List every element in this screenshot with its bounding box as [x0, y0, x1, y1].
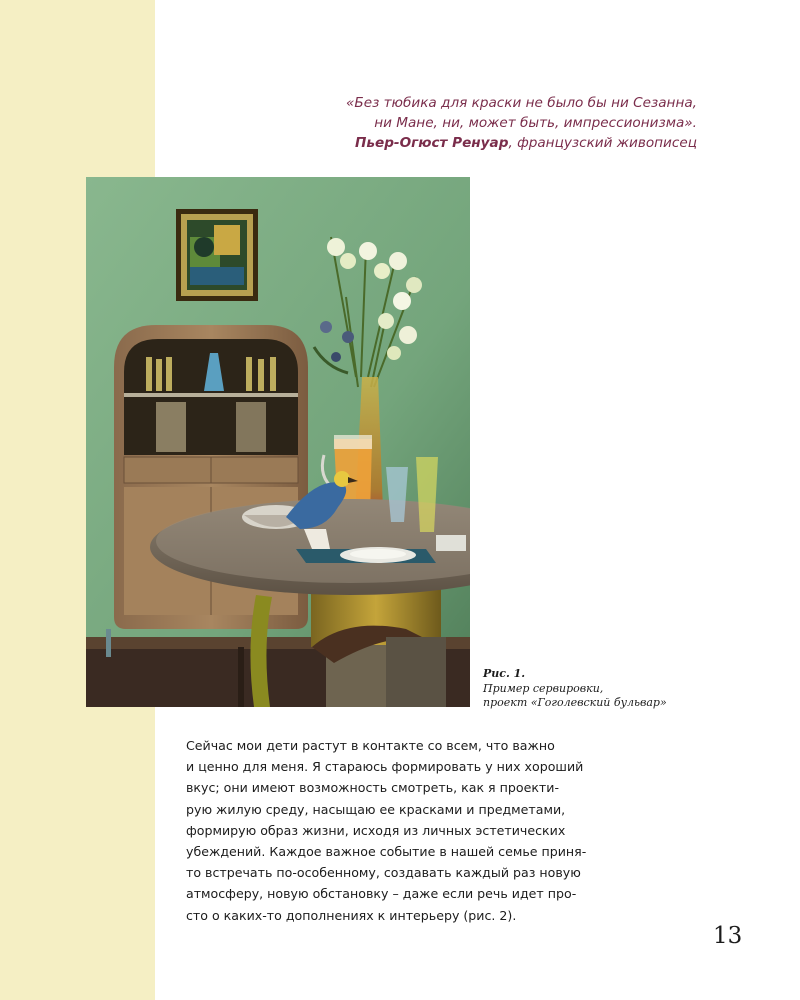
figure-caption-line-2: проект «Гоголевский бульвар»	[483, 696, 667, 709]
body-line: Сейчас мои дети растут в контакте со всем, что важно	[186, 738, 555, 753]
body-line: рую жилую среду, насыщаю ее красками и предметами,	[186, 801, 566, 817]
figure-caption-line-1: Пример сервировки,	[483, 681, 604, 695]
body-line: вкус; они имеют возможность смотреть, как я проекти-	[186, 780, 559, 796]
page-number: 13	[713, 923, 743, 949]
body-paragraph	[186, 735, 606, 926]
body-line: атмосферу, новую обстановку – даже если речь идет про-	[186, 886, 577, 902]
epigraph-author-role: , французский живописец	[508, 135, 697, 151]
framed-painting	[176, 209, 258, 301]
figure-label: Рис. 1.	[483, 667, 526, 680]
epigraph-attribution	[200, 133, 697, 153]
interior-photo	[86, 177, 470, 707]
epigraph-author: Пьер-Огюст Ренуар	[355, 135, 509, 151]
body-line: и ценно для меня. Я стараюсь формировать у них хороший	[186, 759, 584, 775]
body-line: сто о каких-то дополнениях к интерьеру (рис. 2).	[186, 907, 517, 923]
wooden-cabinet	[106, 325, 308, 657]
figure-caption	[483, 667, 733, 711]
epigraph-quote-line-2: ни Мане, ни, может быть, импрессионизма».	[374, 115, 697, 131]
epigraph	[200, 93, 697, 153]
body-line: то встречать по-особенному, создавать каждый раз новую	[186, 865, 581, 881]
body-line: убеждений. Каждое важное событие в нашей семье приня-	[186, 844, 587, 860]
epigraph-quote-line-1: «Без тюбика для краски не было бы ни Сезанна,	[345, 95, 697, 111]
body-line: формирую образ жизни, исходя из личных эстетических	[186, 822, 566, 838]
